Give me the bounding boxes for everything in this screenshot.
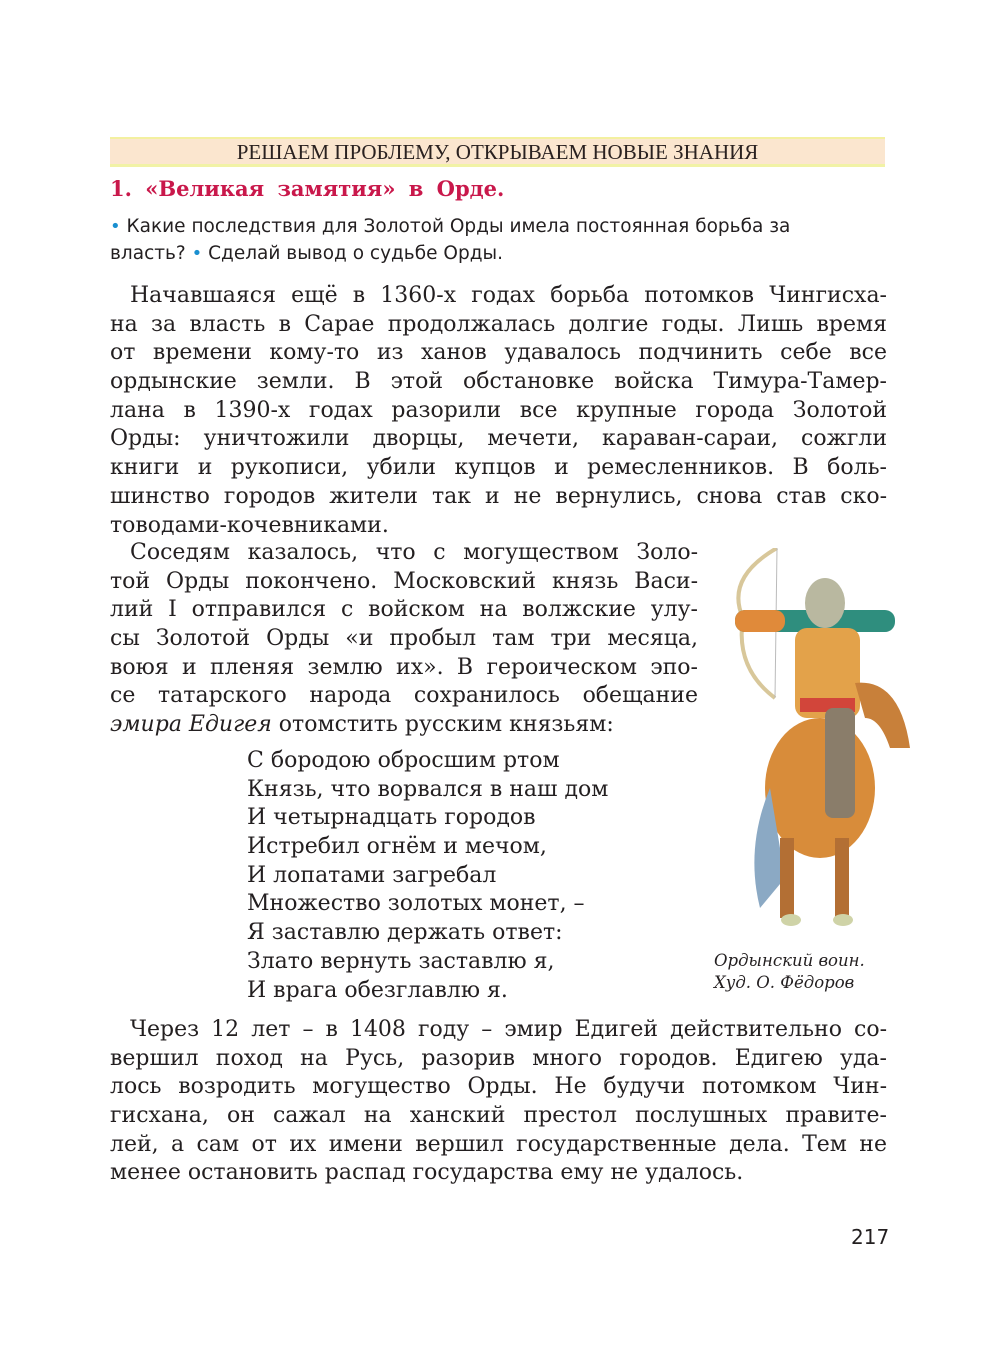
text-line: Соседям казалось, что с могуществом Золо-: [130, 540, 698, 565]
question-1: Какие последствия для Золотой Орды имела постоянная борьба за: [126, 216, 791, 237]
text-line: Истребил огнём и мечом,: [247, 834, 547, 860]
section-title: 1. «Великая замятия» в Орде.: [110, 176, 505, 201]
text-line: ордынские земли. В этой обстановке войска Тимура-Тамер-: [110, 369, 887, 395]
text-line: на за власть в Сарае продолжалась долгие годы. Лишь время: [110, 311, 887, 337]
text-line: вершил поход на Русь, разорив много городов. Едигею уда-: [110, 1045, 887, 1071]
text-line: Начавшаяся ещё в 1360-х годах борьба потомков Чингисха-: [130, 283, 887, 308]
text-fragment: отомстить русским князьям:: [271, 712, 614, 738]
text-line: от времени кому-то из ханов удавалось подчинить себе все: [110, 340, 887, 366]
text-line: менее остановить распад государства ему не удалось.: [110, 1160, 744, 1186]
paragraph-1: [110, 282, 887, 540]
text-line: Злато вернуть заставлю я,: [247, 948, 555, 974]
text-line: се татарского народа сохранилось обещание: [110, 683, 698, 709]
text-line: И врага обезглавлю я.: [247, 977, 508, 1003]
text-line: С бородою обросшим ртом: [247, 748, 560, 773]
text-line: лось возродить могущество Орды. Не будучи потомком Чин-: [110, 1074, 887, 1100]
caption-title: Ордынский воин.: [714, 951, 865, 970]
text-line: лана в 1390-х годах разорили все крупные города Золотой: [110, 397, 887, 423]
text-line: сы Золотой Орды «и пробыл там три месяца,: [110, 626, 698, 652]
caption-artist: Худ. О. Фёдоров: [714, 973, 855, 992]
question-1-end: власть?: [110, 243, 186, 264]
text-line: книги и рукописи, убили купцов и ремесленников. В боль-: [110, 455, 887, 481]
text-line: Орды: уничтожили дворцы, мечети, караван-сараи, сожгли: [110, 426, 887, 452]
text-line: гисхана, он сажал на ханский престол послушных правите-: [110, 1103, 887, 1129]
poem: [247, 747, 667, 1005]
emir-edigey-term: эмира Едигея: [110, 712, 272, 738]
horse-archer-illustration: [715, 548, 915, 938]
text-line: лей, а сам от их имени вершил государственные дела. Тем не: [110, 1131, 887, 1157]
text-line: [110, 711, 698, 740]
bullet-icon: •: [110, 216, 121, 237]
paragraph-3: [110, 1016, 887, 1188]
text-line: И лопатами загребал: [247, 862, 497, 888]
bullet-icon: •: [191, 243, 203, 264]
page-number: 217: [851, 1225, 890, 1249]
text-line: воюя и пленяя землю их». В героическом эпо-: [110, 654, 698, 680]
paragraph-2: [110, 539, 698, 740]
text-line: товодами-кочевниками.: [110, 512, 389, 538]
section-header-band: РЕШАЕМ ПРОБЛЕМУ, ОТКРЫВАЕМ НОВЫЕ ЗНАНИЯ: [110, 137, 885, 167]
text-line: Я заставлю держать ответ:: [247, 920, 563, 946]
text-line: Князь, что ворвался в наш дом: [247, 776, 609, 802]
text-line: Через 12 лет – в 1408 году – эмир Едигей действительно со-: [130, 1017, 887, 1042]
text-line: И четырнадцать городов: [247, 805, 536, 831]
text-line: Множество золотых монет, –: [247, 891, 585, 917]
text-line: лий I отправился с войском на волжские улу-: [110, 597, 698, 623]
figure-caption: [714, 950, 865, 994]
question-2: Сделай вывод о судьбе Орды.: [208, 243, 503, 264]
questions: [110, 213, 890, 267]
text-line: шинство городов жители так и не вернулись, снова став ско-: [110, 483, 887, 509]
text-line: той Орды покончено. Московский князь Васи-: [110, 568, 698, 594]
